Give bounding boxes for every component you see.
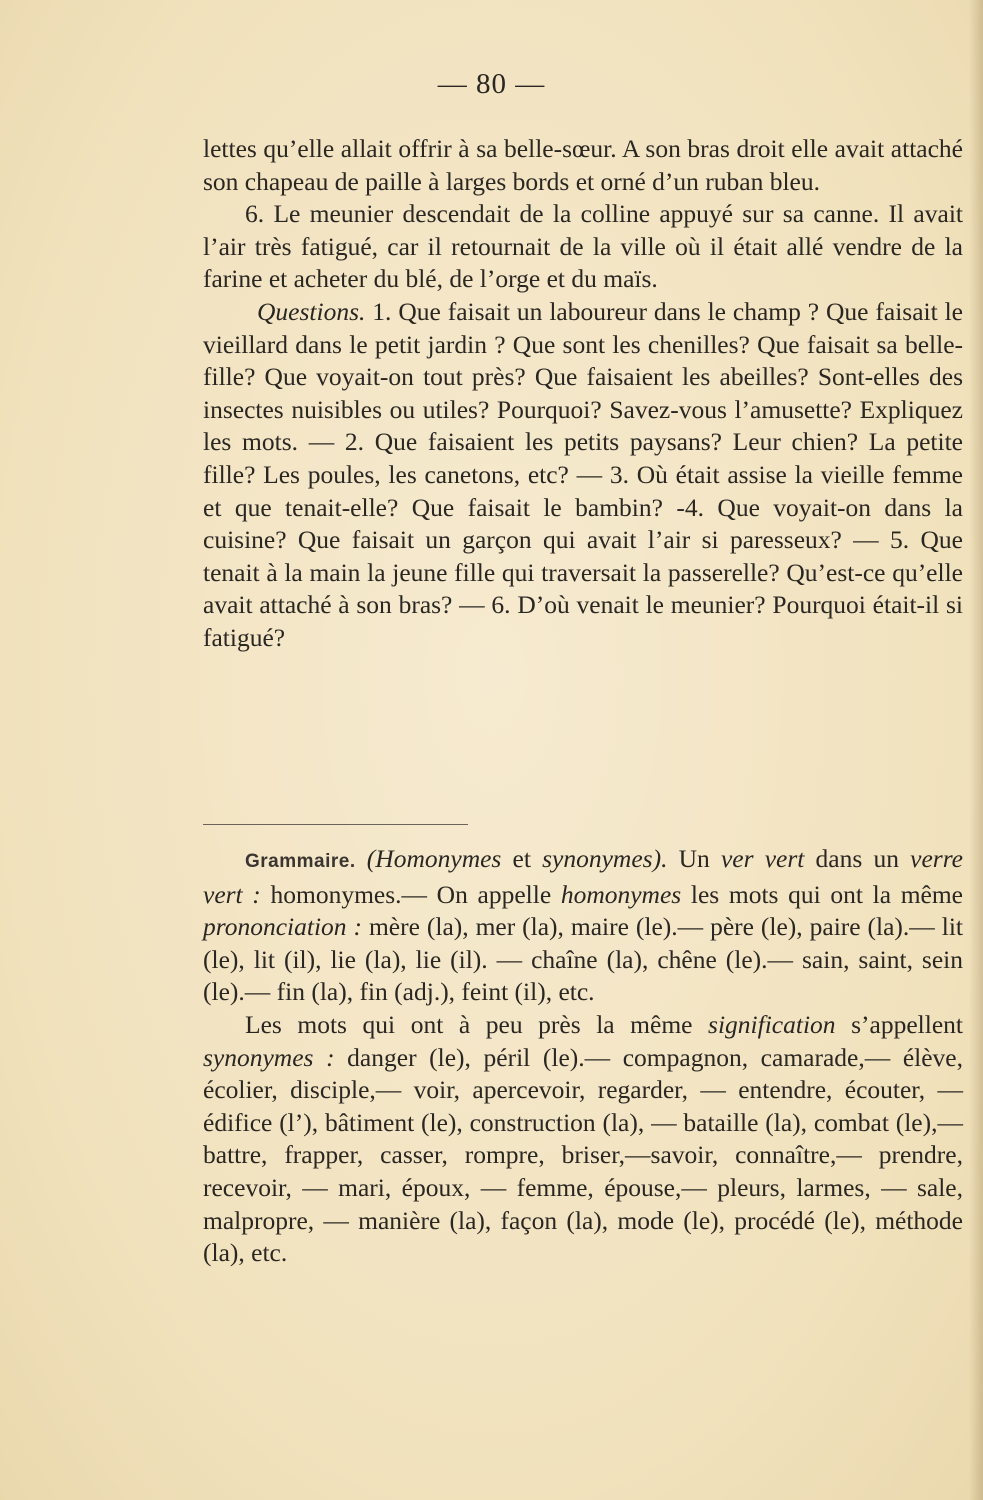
homonym-list: mère (la), mer (la), maire (le).— père (le), paire (la).— lit (le), lit (il), lie (la), lie (il). — chaîne (la), chêne (le).— sain, saint, sein (le).— fin (la), fin (adj.), feint (il), etc. <box>203 912 963 1007</box>
grammar-section <box>203 843 963 1270</box>
grammar-text: Les mots qui ont à peu près la même <box>245 1009 709 1039</box>
questions-paragraph <box>203 296 963 655</box>
synonym-list: danger (le), péril (le).— compagnon, camarade,— élève, écolier, disciple,— voir, apercevoir, regarder, — entendre, écouter, — édifice (l’), bâtiment (le), construction (la), — bataille (la), combat (le),— battre, frapper, casser, rompre, briser,—savoir, connaître,— prendre, recevoir, — mari, époux, — femme, épouse,— pleurs, larmes, — sale, malpropre, — manière (la), façon (la), mode (le), procédé (le), méthode (la), etc. <box>203 1042 963 1268</box>
grammar-label: Grammaire. <box>245 851 356 872</box>
page-number: — 80 — <box>437 68 546 100</box>
grammar-term-synonymes: synonymes). <box>542 844 668 873</box>
reading-text <box>203 133 963 655</box>
example-verre-vert: verre vert : <box>203 844 963 909</box>
term-prononciation: prononciation : <box>203 912 362 942</box>
section-divider <box>203 824 468 825</box>
grammar-text: Un <box>667 844 721 873</box>
grammar-text: les mots qui ont la même <box>681 879 963 909</box>
example-ver-vert: ver vert <box>720 844 805 873</box>
questions-text: 1. Que faisait un laboureur dans le champ ? Que faisait le vieillard dans le petit jardin ? Que sont les chenilles? Que faisait sa belle-fille? Que voyait-on tout près? Que faisaient les abeilles? Sont-elles des insectes nuisibles ou utiles? Pourquoi? Savez-vous l’amusette? Expliquez les mots. — 2. Que faisaient les petits paysans? Leur chien? La petite fille? Les poules, les canetons, etc? — 3. Où était assise la vieille femme et que tenait-elle? Que faisait le bambin? -4. Que voyait-on dans la cuisine? Que faisait un garçon qui avait l’air si paresseux? — 5. Que tenait à la main la jeune fille qui traversait la passerelle? Qu’est-ce qu’elle avait attaché à son bras? — 6. D’où venait le meunier? Pourquoi était-il si fatigué? <box>203 296 963 652</box>
grammar-term-homonymes: (Homonymes <box>355 844 502 873</box>
questions-label: Questions. <box>257 296 366 326</box>
grammar-text: homonymes.— On appelle <box>260 879 561 909</box>
term-signification: signification <box>708 1009 836 1039</box>
grammar-text: et <box>501 844 543 873</box>
grammar-text: dans un <box>804 844 911 873</box>
paragraph-miller: 6. Le meunier descendait de la colline appuyé sur sa canne. Il avait l’air très fatigué, car il retournait de la ville où il était allé vendre de la farine et acheter du blé, de l’orge et du maïs. <box>203 199 963 294</box>
term-synonymes: synonymes : <box>203 1042 335 1072</box>
grammar-paragraph-homonymes <box>203 843 963 1009</box>
term-homonymes: homonymes <box>560 879 682 909</box>
grammar-paragraph-synonymes <box>203 1009 963 1270</box>
paragraph-continuation: lettes qu’elle allait offrir à sa belle-sœur. A son bras droit elle avait attaché son chapeau de paille à larges bords et orné d’un ruban bleu. <box>203 134 963 196</box>
page-edge-shadow <box>969 0 983 1500</box>
grammar-text: s’appellent <box>835 1009 963 1039</box>
